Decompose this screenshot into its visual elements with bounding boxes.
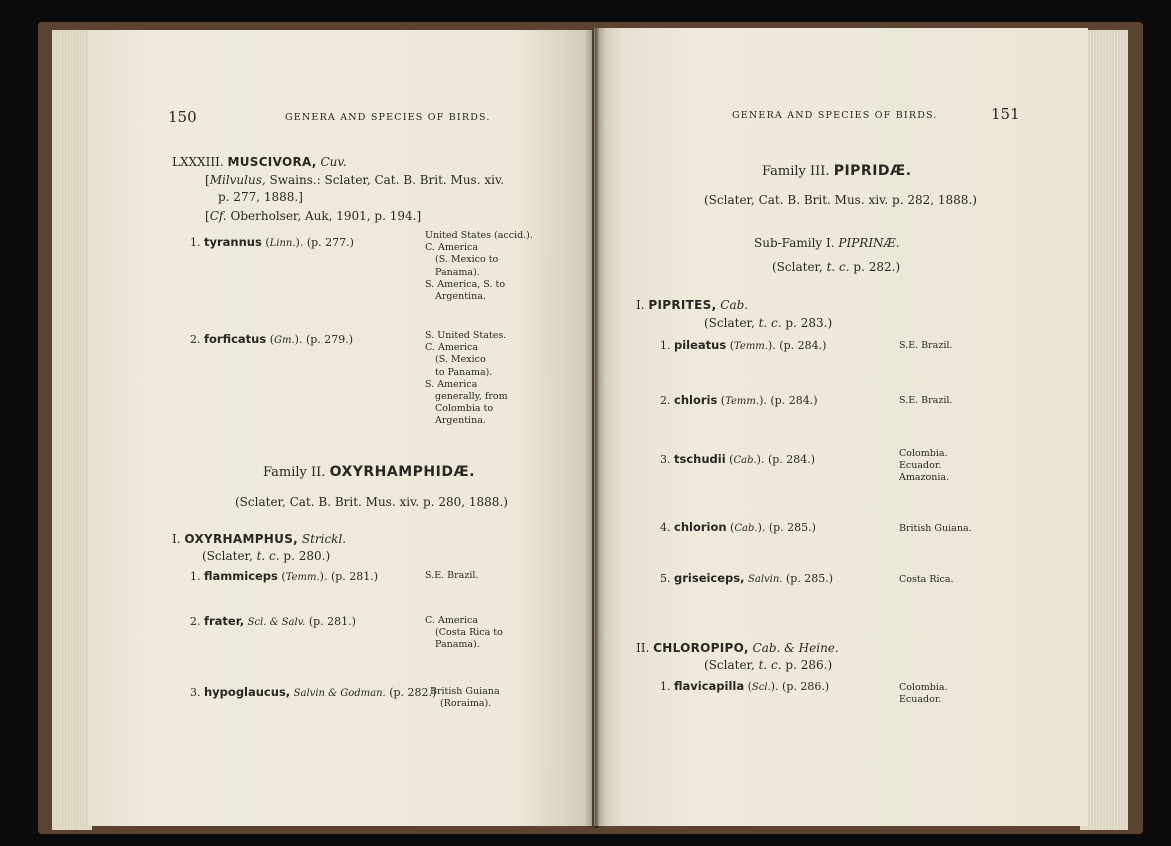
species-range <box>899 448 949 485</box>
genus-name: OXYRHAMPHUS, <box>184 532 299 546</box>
range-line: C. America <box>425 342 479 354</box>
genus-heading <box>172 532 346 546</box>
cf-label: Cf. <box>209 209 227 223</box>
genus-ref-line: [Milvulus, Swains.: Sclater, Cat. B. Brit. Mus. xiv. <box>205 173 505 187</box>
species-page: (p. 277.) <box>306 236 354 249</box>
range-line: S.E. Brazil. <box>899 340 953 351</box>
page-number: 151 <box>991 105 1020 123</box>
species-entry <box>190 685 436 699</box>
range-line: generally, from <box>435 391 508 403</box>
ref-text: p. 283.) <box>781 316 833 330</box>
range-line: Colombia. <box>899 448 948 459</box>
species-range <box>425 570 478 582</box>
range-line: Argentina. <box>435 291 486 303</box>
species-author: Scl. <box>751 682 771 693</box>
species-number: 5. <box>660 572 671 585</box>
species-author: Scl. & Salv. <box>247 617 306 628</box>
ref-text: p. 280.) <box>279 549 331 563</box>
ref-text: p. 286.) <box>781 658 833 672</box>
range-line: Ecuador. <box>899 694 942 706</box>
family-label: Family III. <box>762 164 830 179</box>
family-ref: (Sclater, Cat. B. Brit. Mus. xiv. p. 280, 1888.) <box>235 495 508 509</box>
species-author: Temm. <box>285 572 320 583</box>
species-entry <box>190 614 356 628</box>
species-name: forficatus <box>204 332 267 346</box>
species-page: (p. 281.) <box>308 615 356 628</box>
running-head: GENERA AND SPECIES OF BIRDS. <box>285 112 491 123</box>
species-number: 1. <box>660 680 671 693</box>
species-range <box>899 340 952 352</box>
species-name: frater, <box>204 614 245 628</box>
genus-numeral: I. <box>636 298 645 312</box>
species-name: flavicapilla <box>674 679 745 693</box>
genus-author: Cab. & Heine. <box>752 641 839 655</box>
species-entry: 1. flavicapilla (Scl.). (p. 286.) <box>660 679 830 693</box>
book-gutter <box>584 28 606 828</box>
species-page: (p. 279.) <box>305 333 354 346</box>
ref-tc: t. c. <box>826 260 850 274</box>
ref-text: (Sclater, <box>772 260 827 274</box>
species-number: 2. <box>190 333 201 346</box>
left-page <box>88 30 592 826</box>
family-heading <box>263 464 475 480</box>
species-page: (p. 282.) <box>389 686 437 699</box>
species-range <box>899 395 952 407</box>
range-line: Panama). <box>435 266 480 278</box>
range-line: C. America <box>425 615 479 626</box>
genus-ref <box>704 658 832 672</box>
range-line: (S. Mexico <box>435 354 486 366</box>
range-line: British Guiana. <box>899 523 972 534</box>
ref-tc: t. c. <box>758 658 782 672</box>
genus-heading <box>636 298 748 312</box>
range-line: (S. Mexico to <box>435 254 499 266</box>
species-name: griseiceps, <box>674 571 745 585</box>
species-range <box>899 574 954 586</box>
genus-heading <box>172 155 347 169</box>
species-range <box>425 330 508 428</box>
ref-text: (Sclater, <box>202 549 257 563</box>
genus-ref <box>704 316 832 330</box>
running-head: GENERA AND SPECIES OF BIRDS. <box>732 110 938 121</box>
species-author: Salvin. <box>748 574 783 585</box>
left-page-edges <box>52 30 92 830</box>
species-number: 1. <box>190 236 201 249</box>
ref-text: p. 282.) <box>849 260 901 274</box>
family-label: Family II. <box>263 465 326 480</box>
subfamily-label: Sub-Family I. <box>754 236 835 250</box>
synonym-name: Milvulus, <box>209 173 266 187</box>
species-page: (p. 285.) <box>785 572 834 585</box>
range-line: Ecuador. <box>899 460 942 472</box>
species-number: 3. <box>660 453 671 466</box>
family-name: PIPRIDÆ. <box>833 163 912 179</box>
genus-ref <box>202 549 330 563</box>
subfamily-ref <box>772 260 900 274</box>
subfamily-heading <box>754 236 899 250</box>
range-line: S.E. Brazil. <box>425 570 479 581</box>
subfamily-name: PIPRINÆ. <box>838 236 900 250</box>
species-page: (p. 284.) <box>767 453 816 466</box>
range-line: Costa Rica. <box>899 574 954 585</box>
species-entry: 2. chloris (Temm.). (p. 284.) <box>660 393 818 407</box>
species-name: hypoglaucus, <box>204 685 291 699</box>
range-line: Amazonia. <box>899 472 950 484</box>
range-line: to Panama). <box>435 366 493 378</box>
species-author: Temm. <box>734 341 768 352</box>
range-line: S. United States. <box>425 330 507 341</box>
species-range <box>899 523 972 535</box>
range-line: British Guiana <box>430 686 500 697</box>
species-page: (p. 281.) <box>330 570 379 583</box>
species-author: Gm. <box>274 335 295 346</box>
species-name: chlorion <box>674 520 727 534</box>
range-line: C. America <box>425 242 479 254</box>
species-name: chloris <box>674 393 718 407</box>
genus-author: Cab. <box>720 298 749 312</box>
species-name: flammiceps <box>204 569 278 583</box>
ref-text: (Sclater, <box>704 316 759 330</box>
species-author: Cab. <box>734 523 758 534</box>
species-entry: 2. forficatus (Gm.). (p. 279.) <box>190 332 354 346</box>
range-line: (Costa Rica to <box>435 627 503 639</box>
species-range <box>425 615 503 652</box>
species-range <box>899 682 948 706</box>
genus-name: PIPRITES, <box>648 298 717 312</box>
species-page: (p. 285.) <box>768 521 816 534</box>
species-range <box>425 230 533 303</box>
family-heading <box>762 163 912 179</box>
species-page: (p. 284.) <box>770 394 818 407</box>
range-line: S.E. Brazil. <box>899 395 953 406</box>
species-number: 3. <box>190 686 201 699</box>
species-entry: 1. tyrannus (Linn.). (p. 277.) <box>190 235 354 249</box>
range-line: Colombia to <box>435 403 494 415</box>
genus-name: MUSCIVORA, <box>227 155 317 169</box>
range-line: Argentina. <box>435 415 486 427</box>
species-name: tschudii <box>674 452 726 466</box>
range-line: S. America <box>425 378 478 390</box>
genus-ref-line: [Cf. Oberholser, Auk, 1901, p. 194.] <box>205 209 422 223</box>
species-number: 1. <box>190 570 201 583</box>
species-entry: 4. chlorion (Cab.). (p. 285.) <box>660 520 816 534</box>
species-entry <box>660 571 833 585</box>
species-range <box>430 686 500 710</box>
genus-author: Cuv. <box>320 155 347 169</box>
species-page: (p. 284.) <box>779 339 827 352</box>
species-page: (p. 286.) <box>782 680 830 693</box>
species-entry: 1. flammiceps (Temm.). (p. 281.) <box>190 569 379 583</box>
species-name: pileatus <box>674 338 727 352</box>
genus-heading <box>636 641 839 655</box>
species-number: 2. <box>190 615 201 628</box>
range-line: (Roraima). <box>440 698 492 710</box>
ref-tc: t. c. <box>256 549 280 563</box>
genus-numeral: LXXXIII. <box>172 155 224 169</box>
range-line: United States (accid.). <box>425 230 533 241</box>
ref-text: Swains.: Sclater, Cat. B. Brit. Mus. xiv. <box>265 173 505 187</box>
genus-ref-line: p. 277, 1888.] <box>218 190 303 204</box>
ref-tc: t. c. <box>758 316 782 330</box>
species-number: 2. <box>660 394 671 407</box>
right-page <box>594 28 1088 826</box>
genus-numeral: II. <box>636 641 650 655</box>
species-number: 1. <box>660 339 671 352</box>
family-name: OXYRHAMPHIDÆ. <box>329 464 475 480</box>
species-entry: 1. pileatus (Temm.). (p. 284.) <box>660 338 827 352</box>
ref-text: Oberholser, Auk, 1901, p. 194.] <box>226 209 422 223</box>
species-author: Cab. <box>733 455 757 466</box>
range-line: Panama). <box>435 639 480 651</box>
page-number: 150 <box>168 108 197 126</box>
ref-text: (Sclater, <box>704 658 759 672</box>
range-line: S. America, S. to <box>425 278 506 290</box>
species-name: tyrannus <box>204 235 262 249</box>
genus-name: CHLOROPIPO, <box>653 641 749 655</box>
species-entry: 3. tschudii (Cab.). (p. 284.) <box>660 452 816 466</box>
species-author: Linn. <box>269 238 296 249</box>
genus-author: Strickl. <box>301 532 347 546</box>
family-ref: (Sclater, Cat. B. Brit. Mus. xiv. p. 282, 1888.) <box>704 193 977 207</box>
range-line: Colombia. <box>899 682 948 693</box>
species-author: Salvin & Godman. <box>293 688 386 699</box>
species-number: 4. <box>660 521 671 534</box>
species-author: Temm. <box>725 396 760 407</box>
genus-numeral: I. <box>172 532 181 546</box>
